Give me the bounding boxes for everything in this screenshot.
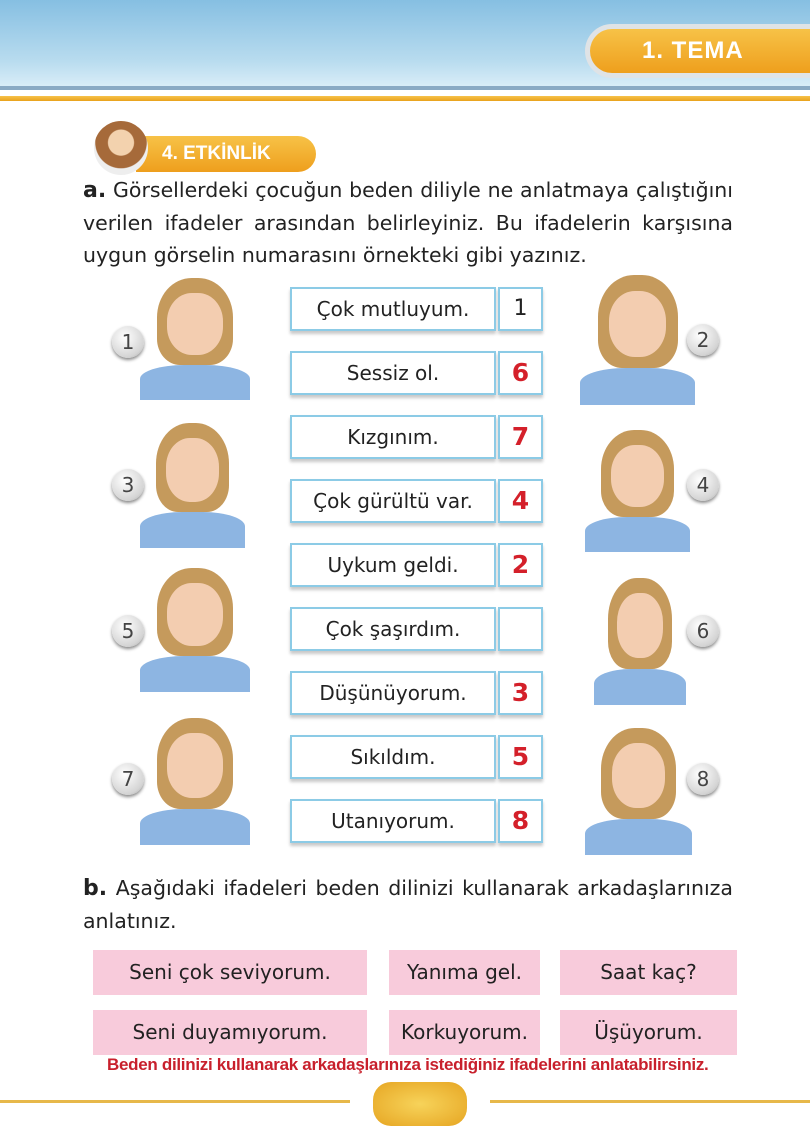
phrase-card: Yanıma gel. xyxy=(389,950,540,995)
part-a-instructions xyxy=(83,174,733,271)
activity-badge: 4. ETKİNLİK xyxy=(136,136,316,172)
expression-text: Uykum geldi. xyxy=(290,543,496,587)
answer-box[interactable]: 4 xyxy=(498,479,543,523)
photo-number-badge: 2 xyxy=(687,324,719,356)
photo-number-badge: 5 xyxy=(112,615,144,647)
part-b-text: Aşağıdaki ifadeleri beden dilinizi kullanarak arkadaşlarınıza anlatınız. xyxy=(83,876,733,933)
photo-number-badge: 3 xyxy=(112,469,144,501)
expression-text: Kızgınım. xyxy=(290,415,496,459)
answer-box[interactable]: 7 xyxy=(498,415,543,459)
expression-text: Utanıyorum. xyxy=(290,799,496,843)
answer-box[interactable] xyxy=(498,607,543,651)
answer-box[interactable]: 8 xyxy=(498,799,543,843)
expression-text: Düşünüyorum. xyxy=(290,671,496,715)
answer-box[interactable]: 2 xyxy=(498,543,543,587)
footer-line xyxy=(490,1100,810,1103)
answer-box[interactable]: 3 xyxy=(498,671,543,715)
header-gold-line xyxy=(0,96,810,101)
child-photo xyxy=(135,275,255,400)
theme-label: 1. TEMA xyxy=(590,29,810,73)
child-photo xyxy=(135,715,255,845)
photo-number-badge: 4 xyxy=(687,469,719,501)
answer-box[interactable]: 1 xyxy=(498,287,543,331)
mascot-icon xyxy=(94,121,148,175)
theme-badge xyxy=(585,24,810,78)
header-divider xyxy=(0,86,810,90)
phrase-card: Seni çok seviyorum. xyxy=(93,950,367,995)
child-photo xyxy=(580,725,697,855)
part-b-marker: b. xyxy=(83,876,108,901)
part-a-text: Görsellerdeki çocuğun beden diliyle ne anlatmaya çalıştığını verilen ifadeler arasından belirleyiniz. Bu ifadelerin karşısına uygun görselin numarasını örnekteki gibi yazınız. xyxy=(83,178,733,267)
child-photo xyxy=(135,565,255,692)
expression-text: Sessiz ol. xyxy=(290,351,496,395)
answer-box[interactable]: 5 xyxy=(498,735,543,779)
phrase-card: Korkuyorum. xyxy=(389,1010,540,1055)
child-photo xyxy=(575,272,700,405)
answer-box[interactable]: 6 xyxy=(498,351,543,395)
expression-text: Çok mutluyum. xyxy=(290,287,496,331)
photo-number-badge: 1 xyxy=(112,326,144,358)
part-b-instructions xyxy=(83,872,733,937)
page-number-pill xyxy=(373,1082,467,1126)
child-photo xyxy=(590,575,690,705)
handwritten-note: Beden dilinizi kullanarak arkadaşlarınıza istediğiniz ifadelerini anlatabilirsiniz. xyxy=(107,1055,709,1074)
photo-number-badge: 7 xyxy=(112,763,144,795)
phrase-card: Seni duyamıyorum. xyxy=(93,1010,367,1055)
phrase-card: Saat kaç? xyxy=(560,950,737,995)
photo-number-badge: 6 xyxy=(687,615,719,647)
child-photo xyxy=(135,420,250,548)
expression-text: Çok şaşırdım. xyxy=(290,607,496,651)
child-photo xyxy=(580,428,695,552)
part-a-marker: a. xyxy=(83,178,107,203)
photo-number-badge: 8 xyxy=(687,763,719,795)
expression-text: Sıkıldım. xyxy=(290,735,496,779)
phrase-card: Üşüyorum. xyxy=(560,1010,737,1055)
footer-line xyxy=(0,1100,350,1103)
expression-text: Çok gürültü var. xyxy=(290,479,496,523)
